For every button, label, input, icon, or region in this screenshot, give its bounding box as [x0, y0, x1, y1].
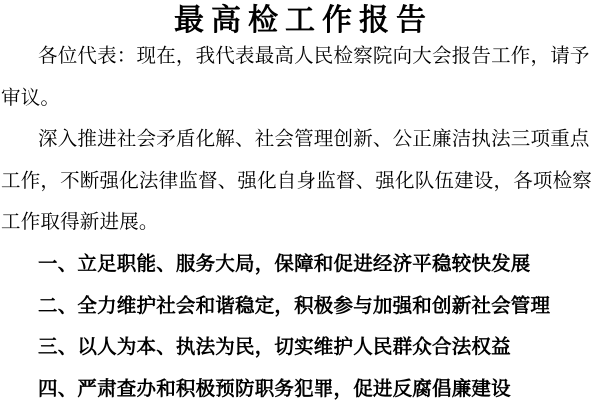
paragraph-2-line-1: 深入推进社会矛盾化解、社会管理创新、公正廉洁执法三项重点 — [38, 129, 590, 151]
paragraph-1-line-2: 审议。 — [1, 87, 61, 109]
document-title: 最高检工作报告 — [174, 4, 433, 37]
paragraph-2-line-3: 工作取得新进展。 — [1, 212, 159, 234]
section-heading-2: 二、全力维护社会和谐稳定，积极参与加强和创新社会管理 — [38, 295, 551, 317]
section-heading-4: 四、严肃查办和积极预防职务犯罪，促进反腐倡廉建设 — [38, 378, 511, 400]
section-heading-3: 三、以人为本、执法为民，切实维护人民群众合法权益 — [38, 337, 511, 359]
document-body — [1, 36, 596, 400]
section-heading-1: 一、立足职能、服务大局，保障和促进经济平稳较快发展 — [38, 253, 531, 275]
paragraph-1-line-1: 各位代表：现在，我代表最高人民检察院向大会报告工作，请予 — [38, 46, 590, 67]
paragraph-2-line-2: 工作，不断强化法律监督、强化自身监督、强化队伍建设，各项检察 — [1, 170, 593, 192]
